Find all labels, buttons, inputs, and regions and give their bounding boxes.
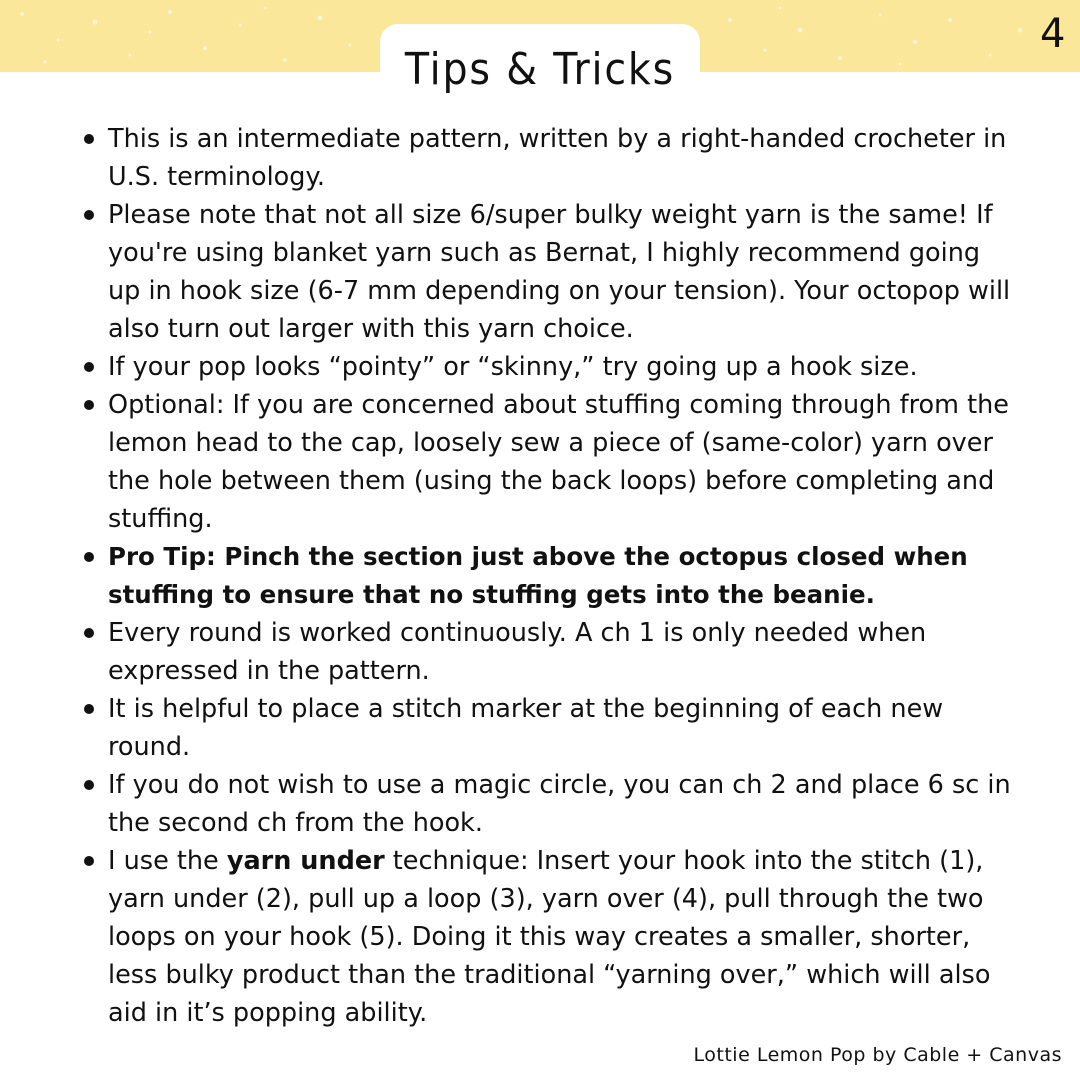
list-item: This is an intermediate pattern, written by a right-handed crocheter in U.S. terminology. [80,120,1020,196]
list-item: If you do not wish to use a magic circle, you can ch 2 and place 6 sc in the second ch from the hook. [80,766,1020,842]
list-item: Optional: If you are concerned about stuffing coming through from the lemon head to the cap, loosely sew a piece of (same-color) yarn over the hole between them (using the back loops) before completing and stuffing. [80,386,1020,538]
list-item [80,842,1020,1032]
tip-prefix: I use the [108,846,227,876]
list-item: It is helpful to place a stitch marker at the beginning of each new round. [80,690,1020,766]
tip-emphasis: yarn under [226,846,385,876]
tips-list [80,120,1020,1032]
page-title: Tips & Tricks [404,44,676,95]
list-item: If your pop looks “pointy” or “skinny,” try going up a hook size. [80,348,1020,386]
pro-tip-item: Pro Tip: Pinch the section just above the octopus closed when stuffing to ensure that no stuffing gets into the beanie. [80,538,1020,614]
list-item: Every round is worked continuously. A ch 1 is only needed when expressed in the pattern. [80,614,1020,690]
tip-suffix: technique: Insert your hook into the stitch (1), yarn under (2), pull up a loop (3), yarn over (4), pull through the two loops on your hook (5). Doing it this way creates a smaller, shorter, less bulky product than the traditional “yarning over,” which will also aid in it’s popping ability. [108,846,991,1028]
list-item: Please note that not all size 6/super bulky weight yarn is the same! If you're using blanket yarn such as Bernat, I highly recommend going up in hook size (6-7 mm depending on your tension). Your octopop will also turn out larger with this yarn choice. [80,196,1020,348]
page-number: 4 [1040,11,1066,57]
footer-credit: Lottie Lemon Pop by Cable + Canvas [693,1044,1062,1066]
